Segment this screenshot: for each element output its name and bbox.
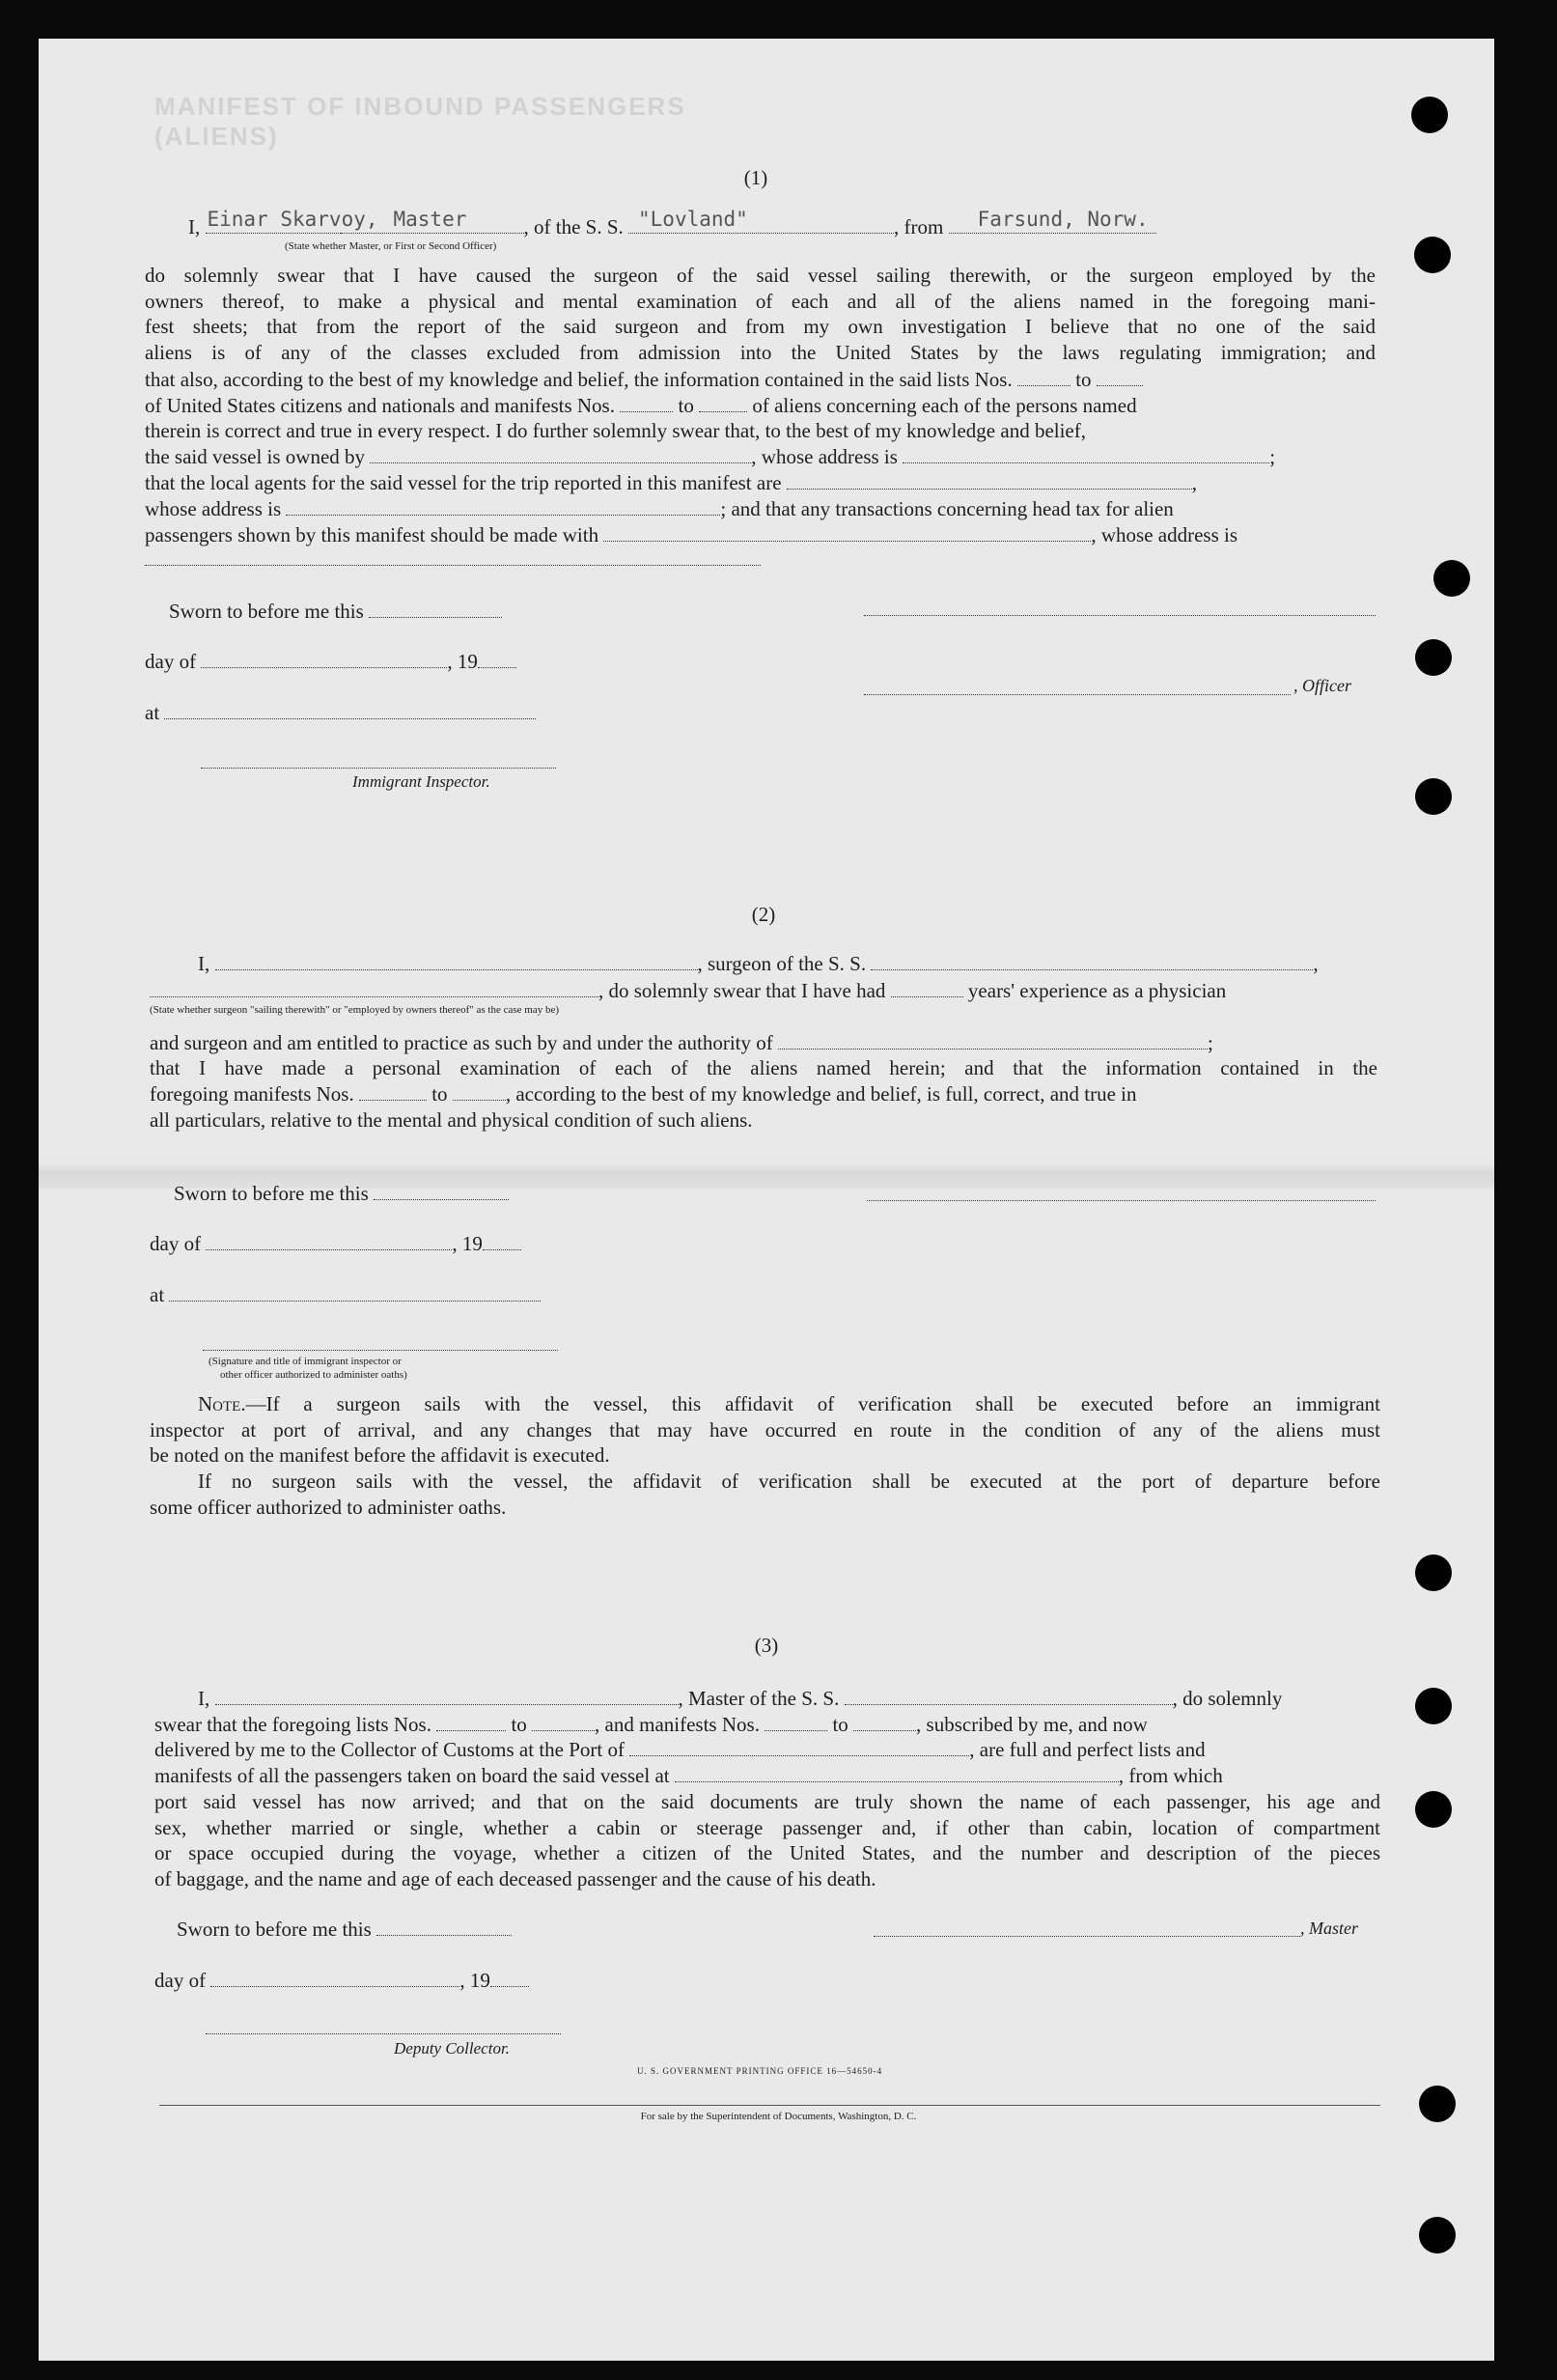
deputy-collector-signature-field[interactable] <box>206 2033 561 2034</box>
surgeon-of-ss-label: , surgeon of the S. S. <box>697 952 867 975</box>
embarkation-port-field[interactable] <box>675 1764 1119 1782</box>
sec1-at-line <box>145 700 536 725</box>
sec1-year-field[interactable] <box>478 650 516 668</box>
sec3-sworn-date-field[interactable] <box>376 1918 512 1936</box>
departure-port-handwritten: Farsund, Norw. <box>977 208 1149 231</box>
sec3-line-3 <box>154 1737 1206 1762</box>
sec1-line-6-to: to <box>678 394 694 417</box>
faded-header: MANIFEST OF INBOUND PASSENGERS (ALIENS) <box>154 92 686 151</box>
sec1-officer-title-field[interactable] <box>864 694 1291 695</box>
sec3-ship-field[interactable] <box>845 1687 1173 1705</box>
sec1-at-place-field[interactable] <box>164 701 536 719</box>
note-line-5: some officer authorized to administer oaths. <box>150 1495 507 1519</box>
from-label: , from <box>894 215 944 238</box>
officer-label: , Officer <box>1293 676 1351 695</box>
punch-hole <box>1415 639 1452 676</box>
sec2-line-2 <box>150 978 1226 1003</box>
taken-aboard-label: manifests of all the passengers taken on board the said vessel at <box>154 1764 670 1787</box>
agents-address-field[interactable] <box>286 497 720 516</box>
head-tax-address-field[interactable] <box>145 565 761 566</box>
sec1-master-line <box>188 208 1156 239</box>
sec1-line-9 <box>145 470 1197 495</box>
do-solemnly-label: , do solemnly <box>1172 1687 1283 1710</box>
section-3-number: (3) <box>754 1634 779 1657</box>
sec3-month-field[interactable] <box>210 1969 459 1987</box>
citizen-list-to-field[interactable] <box>1097 368 1143 386</box>
printing-office-imprint: U. S. GOVERNMENT PRINTING OFFICE 16—54650-4 <box>637 2066 883 2076</box>
sec2-sworn-label: Sworn to before me this <box>174 1182 369 1205</box>
collector-port-label: delivered by me to the Collector of Customs at the Port of <box>154 1738 625 1761</box>
sec3-paragraph <box>154 1789 1380 1891</box>
years-experience-field[interactable] <box>891 979 963 997</box>
sec1-line-4: aliens is of any of the classes excluded from admission into the United States by the laws regulating immigration; and <box>145 340 1376 364</box>
semicolon: ; <box>1208 1031 1213 1054</box>
sec3-manifest-from-field[interactable] <box>765 1713 827 1731</box>
surgeon-name-field[interactable] <box>215 952 698 970</box>
sec2-sworn-line <box>174 1181 509 1206</box>
sec2-capacity-note: (State whether surgeon "sailing therewith" or "employed by owners thereof" as the case may be) <box>150 1004 560 1016</box>
note-line-4: If no surgeon sails with the vessel, the affidavit of verification shall be executed at the port of departure before <box>198 1470 1380 1493</box>
sec2-line-1 <box>198 951 1319 976</box>
head-tax-address-label: , whose address is <box>1091 523 1238 546</box>
sec2-at-place-field[interactable] <box>169 1283 541 1302</box>
local-agents-field[interactable] <box>787 471 1192 490</box>
punch-hole <box>1411 97 1448 133</box>
sec2-at-label: at <box>150 1283 165 1306</box>
inspector-signature-field[interactable] <box>201 768 556 769</box>
sec2-day-line <box>150 1231 521 1256</box>
sec1-at-label: at <box>145 701 160 724</box>
note-paragraph-2 <box>150 1469 1380 1520</box>
agents-address-label: whose address is <box>145 497 282 520</box>
note-line-2: inspector at port of arrival, and any changes that may have occurred en route in the condition of any of the aliens must <box>150 1417 1380 1442</box>
ship-name-field[interactable] <box>628 208 894 239</box>
comma: , <box>1313 952 1319 975</box>
ship-name-handwritten: "Lovland" <box>638 208 748 231</box>
sec1-rank-note: (State whether Master, or First or Second Officer) <box>285 240 497 252</box>
sec1-sworn-line <box>169 599 502 624</box>
sec3-list-from-field[interactable] <box>436 1713 506 1731</box>
sec3-year-field[interactable] <box>490 1969 529 1987</box>
sec1-i-label: I, <box>188 215 201 238</box>
master-label: , Master <box>1300 1918 1358 1938</box>
sec1-sworn-date-field[interactable] <box>369 600 502 618</box>
deputy-collector-label: Deputy Collector. <box>394 2039 510 2058</box>
alien-manifest-from-field[interactable] <box>620 394 673 412</box>
sec1-day-label: day of <box>145 650 197 673</box>
sec2-sworn-date-field[interactable] <box>374 1182 509 1200</box>
authority-label: and surgeon and am entitled to practice as such by and under the authority of <box>150 1031 773 1054</box>
sec3-i-label: I, <box>198 1687 210 1710</box>
sec3-line-4 <box>154 1763 1223 1788</box>
sec3-line-2 <box>154 1712 1148 1737</box>
vessel-owner-field[interactable] <box>370 445 751 463</box>
note-line-1-text: —If a surgeon sails with the vessel, this affidavit of verification shall be executed before an immigrant <box>245 1392 1380 1415</box>
punch-hole <box>1415 1554 1452 1591</box>
sec3-line-1 <box>198 1686 1282 1711</box>
sec1-line-5 <box>145 367 1143 392</box>
sec1-line-5-text: that also, according to the best of my knowledge and belief, the information contained in the said lists Nos. <box>145 368 1013 391</box>
punch-hole <box>1433 560 1470 597</box>
punch-hole <box>1419 2217 1456 2254</box>
sec3-subscribed-label: , subscribed by me, and now <box>916 1713 1148 1736</box>
head-tax-party-label: passengers shown by this manifest should be made with <box>145 523 599 546</box>
owned-by-label: the said vessel is owned by <box>145 445 366 468</box>
owner-address-field[interactable] <box>903 445 1269 463</box>
collector-port-field[interactable] <box>629 1738 969 1756</box>
sec1-year-label: , 19 <box>447 650 478 673</box>
sec1-line-6 <box>145 393 1137 418</box>
note-paragraph-1 <box>150 1391 1380 1469</box>
sec1-line-8 <box>145 444 1275 469</box>
sec1-line-5-to: to <box>1075 368 1092 391</box>
sec3-manifest-to-field[interactable] <box>853 1713 916 1731</box>
section-2-number: (2) <box>751 903 776 926</box>
sec3-line-7: or space occupied during the voyage, whether a citizen of the United States, and the number and description of the pieces <box>154 1841 1380 1864</box>
sec2-surgeon-signature-field[interactable] <box>867 1200 1376 1201</box>
head-tax-party-field[interactable] <box>603 523 1091 542</box>
sec1-line-2: owners thereof, to make a physical and mental examination of each and all of the aliens named in the foregoing mani- <box>145 289 1376 313</box>
sec2-signature-note-2: other officer authorized to administer oaths) <box>220 1369 407 1381</box>
authority-field[interactable] <box>778 1031 1208 1050</box>
sec3-line-8: of baggage, and the name and age of each deceased passenger and the cause of his death. <box>154 1866 876 1890</box>
sec3-manifests-label: , and manifests Nos. <box>595 1713 760 1736</box>
alien-manifest-to-field[interactable] <box>699 394 747 412</box>
sec2-inspector-signature-field[interactable] <box>203 1350 558 1351</box>
note-line-1 <box>150 1391 1380 1417</box>
sec2-line-4-text: that I have made a personal examination of each of the aliens named herein; and that the information contained in the <box>150 1056 1377 1079</box>
sec2-manifest-from-field[interactable] <box>359 1082 427 1101</box>
sec3-master-signature-field[interactable] <box>874 1936 1300 1937</box>
citizen-list-from-field[interactable] <box>1017 368 1070 386</box>
years-experience-label: years' experience as a physician <box>967 979 1227 1002</box>
sec2-signature-note-1: (Signature and title of immigrant inspector or <box>209 1356 402 1367</box>
sec2-to-label: to <box>431 1082 448 1106</box>
of-ss-label: , of the S. S. <box>523 215 624 238</box>
owner-address-label: , whose address is <box>751 445 898 468</box>
sec3-master-name-field[interactable] <box>215 1687 679 1705</box>
sec3-sworn-line <box>177 1917 512 1942</box>
sec1-day-line <box>145 649 516 674</box>
master-of-ss-label: , Master of the S. S. <box>678 1687 840 1710</box>
sec1-officer-signature-field[interactable] <box>864 615 1376 616</box>
sec1-paragraph <box>145 263 1376 365</box>
note-line-3: be noted on the manifest before the affidavit is executed. <box>150 1443 610 1467</box>
sec1-line-11 <box>145 522 1237 547</box>
immigrant-inspector-label: Immigrant Inspector. <box>352 772 490 791</box>
footer-rule <box>159 2105 1380 2106</box>
sec1-line-7: therein is correct and true in every respect. I do further solemnly swear that, to the best of my knowledge and belief, <box>145 419 1086 442</box>
sec3-day-label: day of <box>154 1969 207 1992</box>
section-1-number: (1) <box>743 166 768 189</box>
footer-text: For sale by the Superintendent of Documents, Washington, D. C. <box>640 2111 917 2122</box>
master-name-handwritten: Einar Skarvoy, <box>207 208 378 231</box>
sec2-swear-label: , do solemnly swear that I have had <box>598 979 886 1002</box>
sec1-sworn-label: Sworn to before me this <box>169 600 364 623</box>
departure-port-field[interactable] <box>949 208 1156 239</box>
sec3-to-label-1: to <box>511 1713 527 1736</box>
sec2-day-label: day of <box>150 1232 202 1255</box>
sec1-line-6-rest: of aliens concerning each of the persons named <box>752 394 1137 417</box>
semicolon: ; <box>1269 445 1276 468</box>
punch-hole <box>1415 1791 1452 1828</box>
sec3-line-6: sex, whether married or single, whether a cabin or steerage passenger and, if other than cabin, location of compartment <box>154 1815 1380 1839</box>
sec2-at-line <box>150 1282 541 1307</box>
local-agents-label: that the local agents for the said vessel for the trip reported in this manifest are <box>145 471 782 494</box>
sec2-manifests-label: foregoing manifests Nos. <box>150 1082 354 1106</box>
sec2-manifest-to-field[interactable] <box>453 1082 506 1101</box>
sec2-line-5-rest: , according to the best of my knowledge and belief, is full, correct, and true in <box>505 1082 1137 1106</box>
sec2-i-label: I, <box>198 952 210 975</box>
sec1-line-1: do solemnly swear that I have caused the surgeon of the said vessel sailing therewith, or the surgeon employed by the <box>145 264 1376 287</box>
sec1-line-3: fest sheets; that from the report of the said surgeon and from my own investigation I believe that no one of the said <box>145 315 1376 338</box>
sec2-line-6: all particulars, relative to the mental and physical condition of such aliens. <box>150 1108 753 1132</box>
punch-hole <box>1415 778 1452 815</box>
surgeon-capacity-field[interactable] <box>150 979 598 997</box>
note-heading: Note. <box>198 1392 246 1415</box>
sec3-line-5: port said vessel has now arrived; and that on the said documents are truly shown the name of each passenger, his age and <box>154 1790 1380 1813</box>
master-rank-handwritten: Master <box>393 208 467 231</box>
comma: , <box>1191 471 1198 494</box>
master-rank-field[interactable] <box>341 208 524 239</box>
punch-hole <box>1415 1688 1452 1724</box>
full-lists-label: , are full and perfect lists and <box>969 1738 1206 1761</box>
head-tax-label: ; and that any transactions concerning head tax for alien <box>720 497 1174 520</box>
sec3-to-label-2: to <box>832 1713 848 1736</box>
sec3-sworn-label: Sworn to before me this <box>177 1918 372 1941</box>
sec1-line-6-text: of United States citizens and nationals and manifests Nos. <box>145 394 615 417</box>
from-which-label: , from which <box>1118 1764 1223 1787</box>
sec1-month-field[interactable] <box>201 650 447 668</box>
sec2-ship-field[interactable] <box>871 952 1313 970</box>
punch-hole <box>1414 237 1451 273</box>
sec2-line-3 <box>150 1030 1213 1055</box>
sec2-year-field[interactable] <box>483 1232 521 1250</box>
sec2-year-label: , 19 <box>452 1232 483 1255</box>
sec2-line-5 <box>150 1081 1137 1106</box>
sec3-list-to-field[interactable] <box>532 1713 595 1731</box>
sec2-month-field[interactable] <box>206 1232 452 1250</box>
sec3-lists-label: swear that the foregoing lists Nos. <box>154 1713 431 1736</box>
sec2-line-4 <box>150 1055 1377 1081</box>
sec3-year-label: , 19 <box>459 1969 490 1992</box>
sec1-line-10 <box>145 496 1174 521</box>
sec3-day-line <box>154 1968 529 1993</box>
master-name-field[interactable] <box>206 208 378 239</box>
